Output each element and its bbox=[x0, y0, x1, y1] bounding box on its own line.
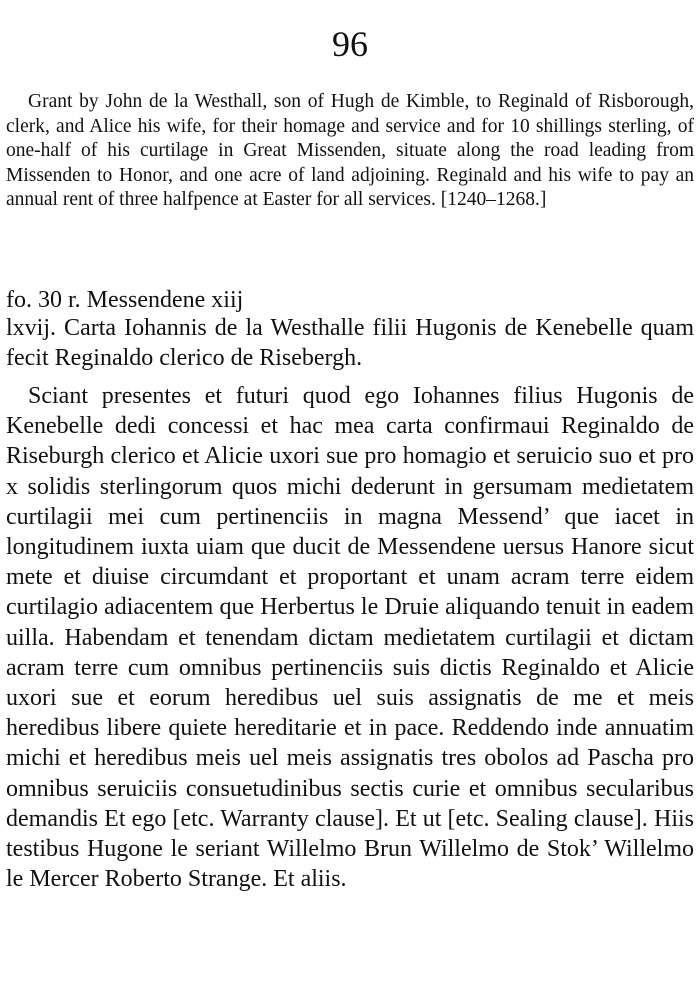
charter-heading: lxvij. Carta Iohannis de la Westhalle filii Hugonis de Kenebelle quam fecit Reginaldo clerico de Risebergh. bbox=[6, 315, 694, 371]
folio-reference: fo. 30 r. Messendene xiij bbox=[6, 287, 244, 313]
page-number: 96 bbox=[332, 24, 368, 64]
english-abstract: Grant by John de la Westhall, son of Hugh de Kimble, to Reginald of Risborough, clerk, and Alice his wife, for their homage and service and for 10 shillings sterling, of one-half of his curtilage in Great Missenden, situate along the road leading from Missenden to Honor, and one acre of land adjoining. Reginald and his wife to pay an annual rent of three halfpence at Easter for all services. [1240–1268.] bbox=[6, 91, 694, 210]
charter-text: Sciant presentes et futuri quod ego Iohannes filius Hugonis de Kenebelle dedi concessi et hac mea carta confirmaui Reginaldo de Riseburgh clerico et Alicie uxori sue pro homagio et seruicio suo et pro x solidis sterlingorum quos michi dederunt in gersumam medietatem curtilagii mei cum pertinenciis in magna Messend’ que iacet in longitudinem iuxta uiam que ducit de Messendene uersus Hanore sicut mete et diuise circumdant et proportant et unam acram terre eidem curtilagio adiacentem que Herbertus le Druie aliquando tenuit in eadem uilla. Habendam et tenendam dictam medietatem curtilagii et dictam acram terre cum omnibus pertinenciis suis dictis Reginaldo et Alicie uxori sue et eorum heredibus uel suis assignatis de me et meis heredibus libere quiete hereditarie et in pace. Reddendo inde annuatim michi et heredibus meis uel meis assignatis tres obolos ad Pascha pro omnibus seruiciis consuetudinibus sectis curie et omnibus secularibus demandis Et ego [etc. Warranty clause]. Et ut [etc. Sealing clause]. Hiis testibus Hugone le seriant Willelmo Brun Willelmo de Stok’ Willelmo le Mercer Roberto Strange. Et aliis. bbox=[6, 383, 694, 893]
